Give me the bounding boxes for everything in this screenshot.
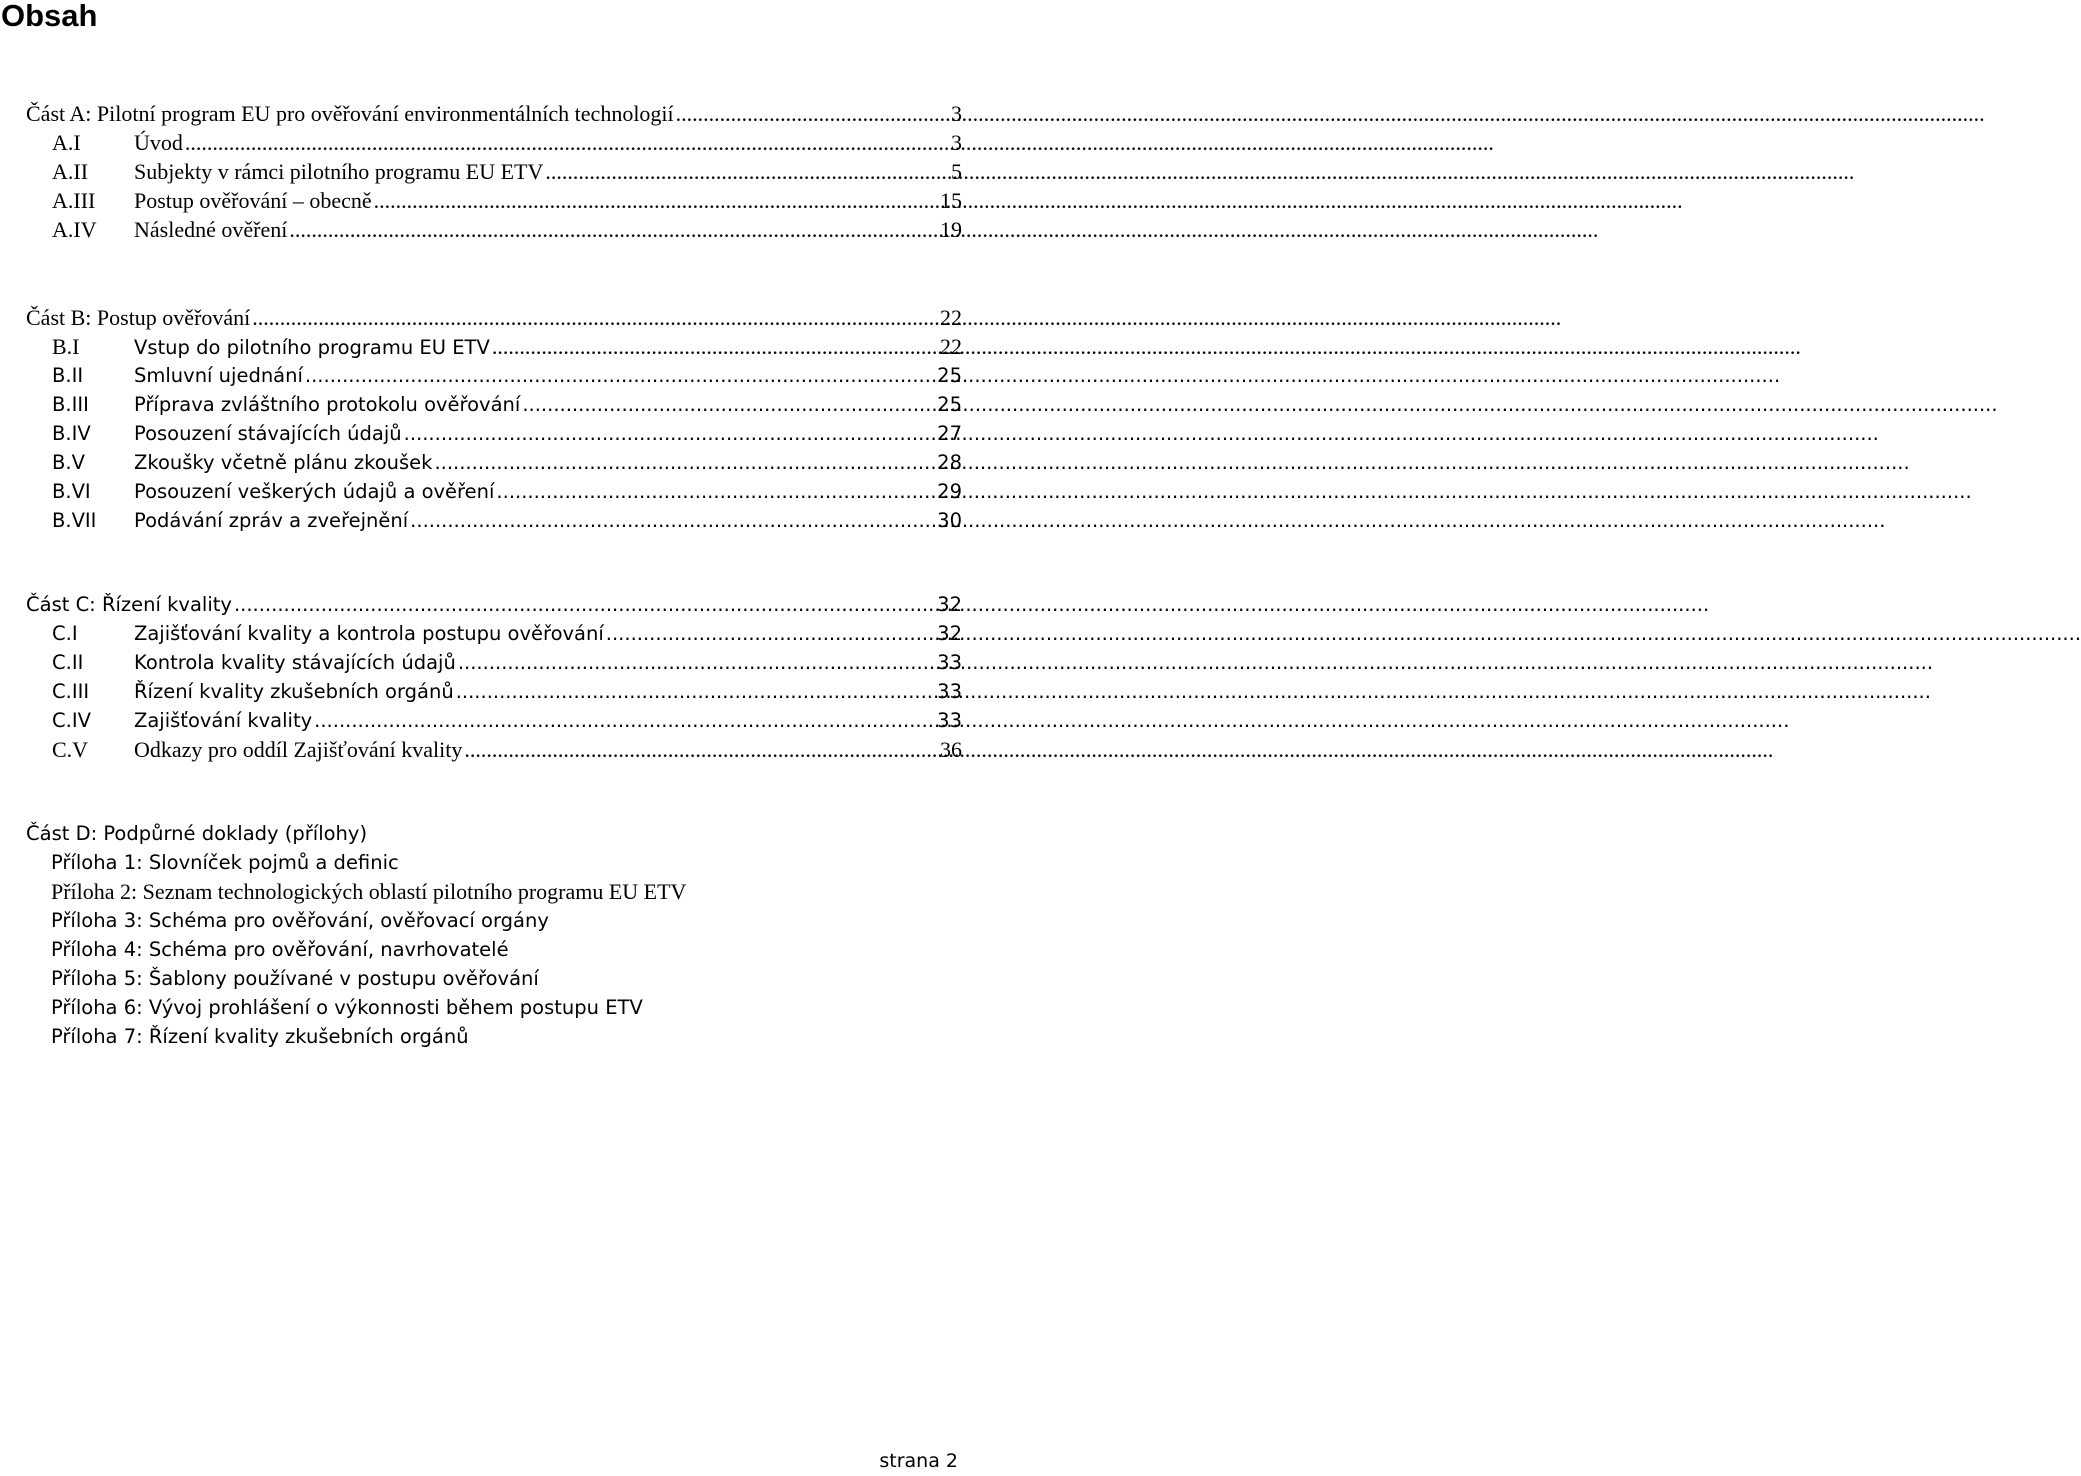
toc-item-title: Posouzení stávajících údajů [134,422,402,445]
toc-leader [494,477,937,507]
toc-page-number: 5 [951,159,962,184]
toc-leader [490,332,940,362]
toc-page-number: 36 [940,737,962,762]
toc-page-number: 25 [937,393,962,416]
toc-appendix-5[interactable]: Příloha 5: Šablony používané v postupu ověřování [51,967,539,990]
toc-item-a-iii[interactable] [52,186,962,216]
toc-leader [312,706,937,736]
toc-part-title: Část C: Řízení kvality [26,593,232,616]
toc-page-number: 29 [937,480,962,503]
toc-part-c[interactable] [26,590,962,620]
toc-leader [674,99,951,129]
toc-item-code: A.III [52,188,96,213]
toc-page-number: 32 [937,622,962,645]
page-number-footer: strana 2 [879,1450,958,1472]
toc-page-number: 25 [937,364,962,387]
toc-appendix-1[interactable]: Příloha 1: Slovníček pojmů a definic [51,851,399,874]
toc-leader [250,303,940,333]
toc-item-code: B.VII [52,509,97,532]
toc-page-number: 33 [937,709,962,732]
toc-item-title: Subjekty v rámci pilotního programu EU ETV [134,159,544,184]
toc-item-c-iv[interactable] [52,706,962,736]
toc-item-title: Zajišťování kvality [134,709,313,732]
toc-appendix-6[interactable]: Příloha 6: Vývoj prohlášení o výkonnosti během postupu ETV [51,996,643,1019]
toc-item-code: B.III [52,393,89,416]
toc-part-b[interactable] [26,303,962,333]
toc-item-title: Zkoušky včetně plánu zkoušek [134,451,433,474]
toc-item-title: Kontrola kvality stávajících údajů [134,651,456,674]
toc-item-title: Postup ověřování – obecně [134,188,372,213]
toc-leader [183,128,951,158]
toc-leader [462,735,940,765]
toc-item-a-ii[interactable] [52,157,962,187]
toc-page-number: 3 [951,130,962,155]
toc-appendix-3[interactable]: Příloha 3: Schéma pro ověřování, ověřovací orgány [51,909,549,932]
toc-item-title: Příprava zvláštního protokolu ověřování [134,393,521,416]
toc-item-code: A.I [52,130,81,155]
toc-appendix-4[interactable]: Příloha 4: Schéma pro ověřování, navrhovatelé [51,938,509,961]
toc-part-title: Část A: Pilotní program EU pro ověřování environmentálních technologií [26,101,674,126]
toc-item-title: Zajišťování kvality a kontrola postupu ověřování [134,622,604,645]
toc-item-code: B.I [52,334,80,359]
toc-item-a-i[interactable] [52,128,962,158]
toc-leader [372,186,940,216]
toc-item-b-ii[interactable] [52,361,962,391]
toc-page-number: 15 [940,188,962,213]
toc-page-number: 33 [937,651,962,674]
toc-leader [408,506,937,536]
toc-appendix-2[interactable]: Příloha 2: Seznam technologických oblastí pilotního programu EU ETV [51,879,687,904]
toc-leader [287,215,940,245]
page-title: Obsah [1,0,98,33]
toc-item-a-iv[interactable] [52,215,962,245]
toc-page-number: 22 [940,305,962,330]
toc-item-title: Podávání zpráv a zveřejnění [134,509,409,532]
toc-leader [456,648,937,678]
toc-page-number: 28 [937,451,962,474]
toc-item-c-v[interactable] [52,735,962,765]
toc-leader [402,419,938,449]
toc-leader [303,361,937,391]
toc-item-c-ii[interactable] [52,648,962,678]
toc-leader [454,677,937,707]
toc-item-title: Řízení kvality zkušebních orgánů [134,680,454,703]
toc-leader [432,448,937,478]
toc-page-number: 33 [937,680,962,703]
toc-page-number: 19 [940,217,962,242]
toc-item-title: Posouzení veškerých údajů a ověření [134,480,495,503]
toc-item-b-iv[interactable] [52,419,962,449]
toc-page-number: 32 [937,593,962,616]
toc-item-title: Odkazy pro oddíl Zajišťování kvality [134,737,463,762]
toc-item-code: B.IV [52,422,91,445]
toc-item-b-vi[interactable] [52,477,962,507]
toc-leader [232,590,937,620]
toc-item-b-v[interactable] [52,448,962,478]
toc-item-code: A.IV [52,217,97,242]
toc-item-code: C.I [52,622,78,645]
toc-item-b-i[interactable] [52,332,962,362]
toc-item-code: C.II [52,651,84,674]
toc-item-c-i[interactable] [52,619,962,649]
toc-part-d[interactable]: Část D: Podpůrné doklady (přílohy) [26,822,368,845]
toc-leader [543,157,951,187]
toc-item-title: Následné ověření [134,217,288,242]
toc-part-a[interactable] [26,99,962,129]
toc-item-title: Smluvní ujednání [134,364,303,387]
toc-item-code: C.III [52,680,90,703]
toc-part-title: Část B: Postup ověřování [26,305,251,330]
toc-item-code: B.VI [52,480,91,503]
toc-leader [604,619,937,649]
toc-item-c-iii[interactable] [52,677,962,707]
toc-page-number: 27 [937,422,962,445]
toc-item-code: B.II [52,364,84,387]
toc-item-code: A.II [52,159,89,184]
toc-leader [520,390,937,420]
toc-item-b-iii[interactable] [52,390,962,420]
toc-page-number: 30 [937,509,962,532]
toc-page-number: 22 [940,334,962,359]
toc-item-b-vii[interactable] [52,506,962,536]
toc-appendix-7[interactable]: Příloha 7: Řízení kvality zkušebních orgánů [51,1025,469,1048]
toc-page-number: 3 [951,101,962,126]
toc-item-title: Úvod [134,130,183,155]
toc-item-code: C.IV [52,709,91,732]
toc-item-code: B.V [52,451,85,474]
toc-item-code: C.V [52,737,89,762]
toc-item-title: Vstup do pilotního programu EU ETV [134,336,490,359]
